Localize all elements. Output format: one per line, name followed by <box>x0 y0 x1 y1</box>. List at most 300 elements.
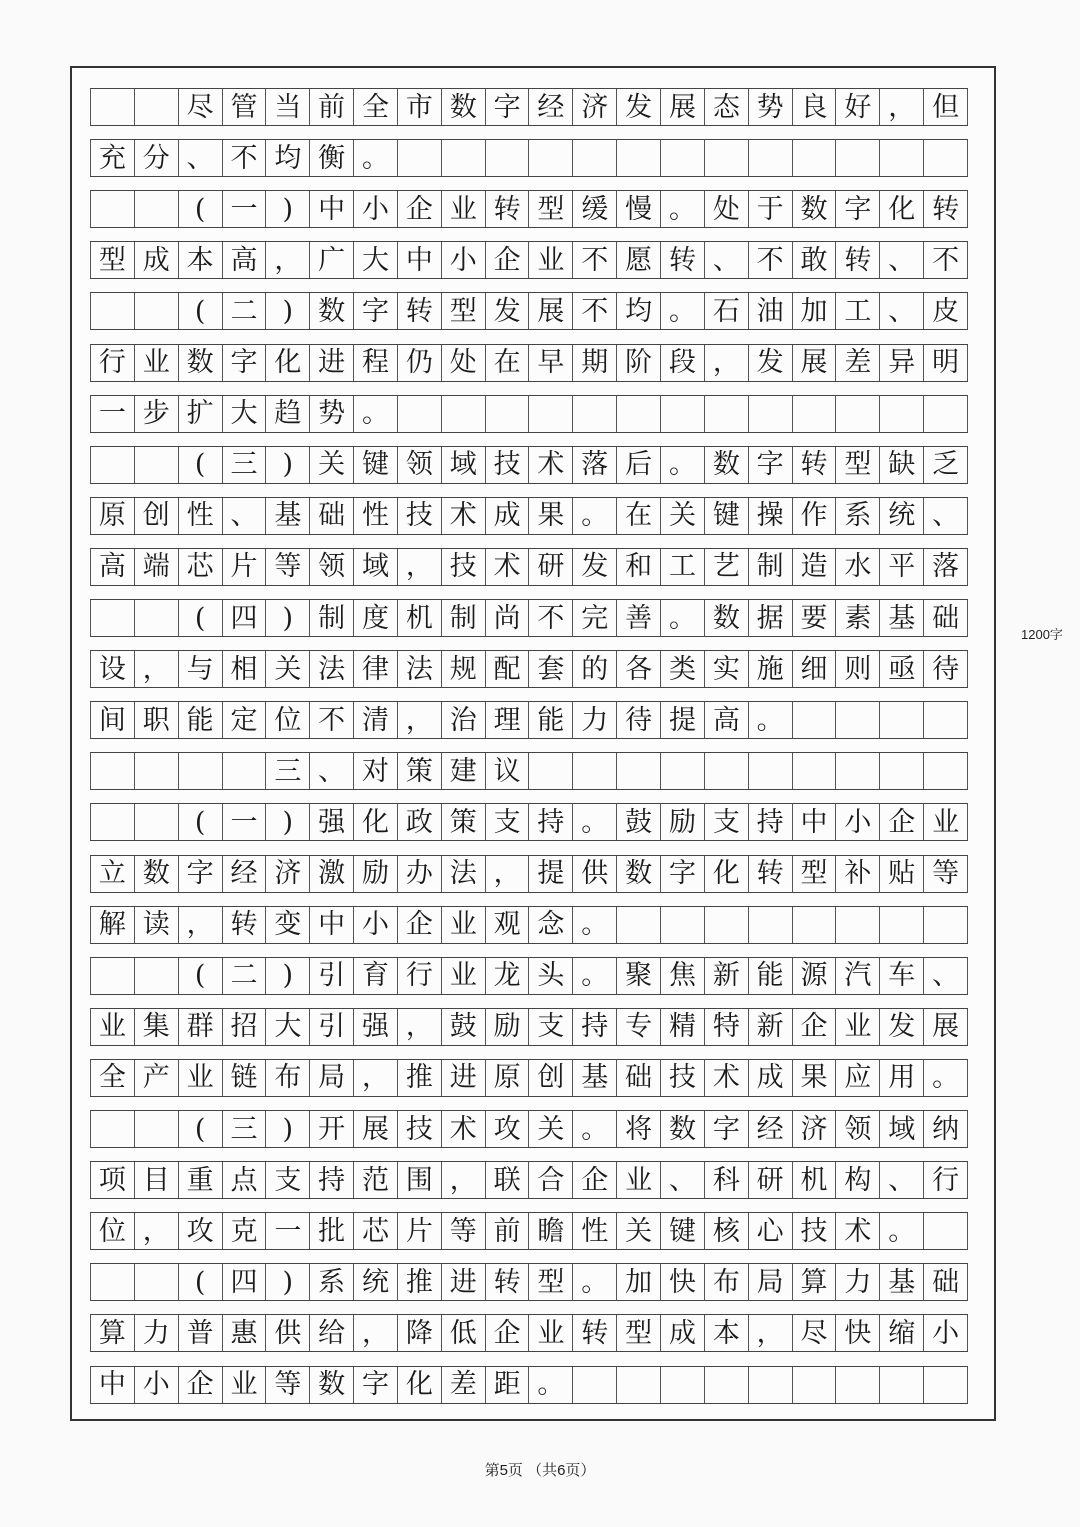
grid-cell: 术 <box>442 498 486 534</box>
grid-cell: 、 <box>179 140 223 176</box>
grid-cell: 芯 <box>179 549 223 585</box>
grid-cell: 和 <box>617 549 661 585</box>
grid-cell: 域 <box>880 1111 924 1147</box>
grid-cell: 批 <box>310 1213 354 1249</box>
grid-cell: 大 <box>266 1009 310 1045</box>
grid-cell: 术 <box>442 1111 486 1147</box>
grid-cell: 明 <box>924 345 968 381</box>
grid-cell: 化 <box>266 345 310 381</box>
grid-cell: 度 <box>354 600 398 636</box>
grid-cell <box>617 140 661 176</box>
grid-cell: 键 <box>354 447 398 483</box>
grid-cell: 制 <box>442 600 486 636</box>
grid-cell: 快 <box>836 1315 880 1351</box>
grid-cell: 企 <box>398 191 442 227</box>
grid-cell: 规 <box>442 651 486 687</box>
grid-cell: 类 <box>661 651 705 687</box>
grid-cell: ， <box>398 1009 442 1045</box>
grid-row <box>90 1314 968 1352</box>
grid-cell <box>135 447 179 483</box>
grid-cell: 。 <box>573 958 617 994</box>
grid-cell: 持 <box>310 1162 354 1198</box>
grid-cell: 技 <box>398 1111 442 1147</box>
grid-cell: 业 <box>223 1367 267 1403</box>
grid-cell <box>836 140 880 176</box>
grid-cell: 型 <box>442 293 486 329</box>
grid-cell: 。 <box>573 498 617 534</box>
grid-cell: ， <box>398 549 442 585</box>
grid-cell: 励 <box>486 1009 530 1045</box>
grid-cell: 操 <box>749 498 793 534</box>
grid-cell: 。 <box>880 1213 924 1249</box>
grid-cell: 范 <box>354 1162 398 1198</box>
grid-cell: 三 <box>266 753 310 789</box>
grid-cell: 律 <box>354 651 398 687</box>
grid-cell: 展 <box>354 1111 398 1147</box>
grid-cell: 企 <box>398 907 442 943</box>
grid-cell: 但 <box>924 89 968 125</box>
grid-cell: 构 <box>836 1162 880 1198</box>
grid-cell: 发 <box>617 89 661 125</box>
grid-cell: 字 <box>223 345 267 381</box>
grid-cell: 能 <box>529 702 573 738</box>
grid-cell: 发 <box>573 549 617 585</box>
answer-sheet <box>70 66 996 1421</box>
grid-cell: 焦 <box>661 958 705 994</box>
grid-cell <box>135 1264 179 1300</box>
grid-cell: ( <box>179 1111 223 1147</box>
grid-cell: 产 <box>135 1060 179 1096</box>
grid-cell: 机 <box>398 600 442 636</box>
grid-cell: 发 <box>880 1009 924 1045</box>
grid-cell: 支 <box>705 804 749 840</box>
grid-cell: 字 <box>705 1111 749 1147</box>
grid-cell: 关 <box>266 651 310 687</box>
grid-row <box>90 855 968 893</box>
grid-cell: 经 <box>223 856 267 892</box>
grid-cell: 展 <box>924 1009 968 1045</box>
grid-row <box>90 548 968 586</box>
grid-cell: 新 <box>749 1009 793 1045</box>
grid-cell <box>880 702 924 738</box>
grid-cell: 四 <box>223 600 267 636</box>
grid-cell <box>880 1367 924 1403</box>
grid-cell: 施 <box>749 651 793 687</box>
grid-cell: ， <box>354 1060 398 1096</box>
grid-cell: 、 <box>310 753 354 789</box>
grid-cell: 研 <box>529 549 573 585</box>
grid-cell: 四 <box>223 1264 267 1300</box>
grid-cell: 转 <box>793 447 837 483</box>
grid-cell: 原 <box>91 498 135 534</box>
grid-cell: 成 <box>749 1060 793 1096</box>
grid-cell: 处 <box>442 345 486 381</box>
grid-cell <box>91 293 135 329</box>
grid-cell: 要 <box>793 600 837 636</box>
grid-cell: 字 <box>354 1367 398 1403</box>
grid-cell: 小 <box>442 242 486 278</box>
grid-cell: 尽 <box>179 89 223 125</box>
grid-cell: 转 <box>486 191 530 227</box>
grid-cell: 等 <box>266 1367 310 1403</box>
grid-cell <box>705 1367 749 1403</box>
grid-cell: ， <box>880 89 924 125</box>
grid-cell: 亟 <box>880 651 924 687</box>
grid-cell <box>793 907 837 943</box>
grid-cell: 位 <box>91 1213 135 1249</box>
grid-cell: 低 <box>442 1315 486 1351</box>
grid-cell: 强 <box>310 804 354 840</box>
grid-cell <box>749 907 793 943</box>
grid-cell: 。 <box>661 447 705 483</box>
grid-cell: 果 <box>529 498 573 534</box>
grid-cell: 则 <box>836 651 880 687</box>
grid-cell <box>91 89 135 125</box>
grid-cell <box>880 396 924 432</box>
grid-cell: 不 <box>749 242 793 278</box>
grid-cell: 化 <box>354 804 398 840</box>
grid-cell: 基 <box>880 1264 924 1300</box>
grid-cell <box>529 753 573 789</box>
grid-cell: 慢 <box>617 191 661 227</box>
grid-cell: 不 <box>529 600 573 636</box>
grid-cell: 。 <box>573 804 617 840</box>
grid-cell: 汽 <box>836 958 880 994</box>
grid-row <box>90 650 968 688</box>
grid-cell: 艺 <box>705 549 749 585</box>
grid-cell: 化 <box>705 856 749 892</box>
page-footer: 第5页 （共6页） <box>484 1462 596 1479</box>
grid-cell: 引 <box>310 958 354 994</box>
grid-cell: 型 <box>793 856 837 892</box>
grid-cell <box>661 1367 705 1403</box>
grid-cell: 强 <box>354 1009 398 1045</box>
grid-cell: 力 <box>836 1264 880 1300</box>
grid-cell: 键 <box>661 1213 705 1249</box>
grid-cell: ， <box>486 856 530 892</box>
grid-row <box>90 1263 968 1301</box>
grid-cell: 源 <box>793 958 837 994</box>
grid-cell <box>924 1367 968 1403</box>
grid-cell: 集 <box>135 1009 179 1045</box>
grid-row <box>90 701 968 739</box>
grid-cell: 业 <box>135 345 179 381</box>
grid-cell: 小 <box>135 1367 179 1403</box>
grid-cell: 端 <box>135 549 179 585</box>
grid-cell <box>793 396 837 432</box>
grid-cell: 技 <box>486 447 530 483</box>
grid-cell: 石 <box>705 293 749 329</box>
grid-cell: 转 <box>573 1315 617 1351</box>
grid-cell: 数 <box>617 856 661 892</box>
grid-cell: 、 <box>924 958 968 994</box>
grid-cell: 。 <box>661 600 705 636</box>
grid-cell: 中 <box>91 1367 135 1403</box>
grid-cell: 布 <box>266 1060 310 1096</box>
grid-cell: 处 <box>705 191 749 227</box>
grid-cell: 扩 <box>179 396 223 432</box>
grid-cell <box>661 753 705 789</box>
grid-cell: 管 <box>223 89 267 125</box>
grid-cell <box>442 396 486 432</box>
grid-cell: ， <box>442 1162 486 1198</box>
grid-cell <box>135 191 179 227</box>
grid-cell: 数 <box>705 600 749 636</box>
grid-cell: ) <box>266 1111 310 1147</box>
word-count-marker: 1200字 <box>1021 627 1063 642</box>
grid-cell: 法 <box>398 651 442 687</box>
grid-cell: 攻 <box>179 1213 223 1249</box>
grid-cell: 科 <box>705 1162 749 1198</box>
grid-cell: 经 <box>529 89 573 125</box>
grid-cell <box>793 140 837 176</box>
grid-cell: 字 <box>486 89 530 125</box>
grid-cell: 鼓 <box>617 804 661 840</box>
grid-cell: 经 <box>749 1111 793 1147</box>
grid-cell: 中 <box>793 804 837 840</box>
grid-cell: 供 <box>573 856 617 892</box>
grid-cell: 字 <box>354 293 398 329</box>
grid-cell: 进 <box>442 1060 486 1096</box>
grid-cell: 小 <box>924 1315 968 1351</box>
grid-cell: 技 <box>793 1213 837 1249</box>
grid-cell: 、 <box>880 242 924 278</box>
grid-cell: 技 <box>398 498 442 534</box>
grid-cell: 不 <box>573 242 617 278</box>
grid-cell: 势 <box>749 89 793 125</box>
grid-cell <box>573 1367 617 1403</box>
grid-cell: 群 <box>179 1009 223 1045</box>
grid-cell: 法 <box>442 856 486 892</box>
grid-cell: 降 <box>398 1315 442 1351</box>
grid-cell: ) <box>266 1264 310 1300</box>
grid-cell: 全 <box>91 1060 135 1096</box>
grid-cell: 化 <box>880 191 924 227</box>
grid-cell: 片 <box>398 1213 442 1249</box>
grid-cell <box>529 140 573 176</box>
grid-cell <box>135 958 179 994</box>
grid-cell <box>398 396 442 432</box>
grid-cell: 业 <box>924 804 968 840</box>
grid-cell: 、 <box>924 498 968 534</box>
grid-cell: 的 <box>573 651 617 687</box>
grid-cell: 愿 <box>617 242 661 278</box>
grid-cell: ， <box>749 1315 793 1351</box>
grid-cell: 办 <box>398 856 442 892</box>
grid-cell: 型 <box>529 191 573 227</box>
grid-cell: 转 <box>924 191 968 227</box>
grid-cell: 域 <box>442 447 486 483</box>
grid-cell: 清 <box>354 702 398 738</box>
grid-cell: 数 <box>442 89 486 125</box>
grid-cell: 缓 <box>573 191 617 227</box>
grid-cell: ) <box>266 191 310 227</box>
grid-cell: 治 <box>442 702 486 738</box>
grid-cell: 开 <box>310 1111 354 1147</box>
grid-cell <box>836 1367 880 1403</box>
grid-cell <box>880 140 924 176</box>
grid-cell: 水 <box>836 549 880 585</box>
grid-cell: 引 <box>310 1009 354 1045</box>
grid-row <box>90 752 968 790</box>
grid-cell: 支 <box>529 1009 573 1045</box>
grid-cell: 企 <box>793 1009 837 1045</box>
grid-cell: 业 <box>617 1162 661 1198</box>
grid-cell: 仍 <box>398 345 442 381</box>
grid-row <box>90 1212 968 1250</box>
grid-cell: 领 <box>836 1111 880 1147</box>
grid-cell: 供 <box>266 1315 310 1351</box>
grid-cell <box>836 396 880 432</box>
grid-cell: 缩 <box>880 1315 924 1351</box>
grid-cell: 乏 <box>924 447 968 483</box>
grid-row <box>90 292 968 330</box>
grid-cell: 完 <box>573 600 617 636</box>
grid-cell: 技 <box>661 1060 705 1096</box>
grid-cell: 前 <box>310 89 354 125</box>
grid-cell: 加 <box>617 1264 661 1300</box>
grid-cell: 作 <box>793 498 837 534</box>
grid-cell: 支 <box>486 804 530 840</box>
grid-cell <box>135 753 179 789</box>
grid-cell: ( <box>179 804 223 840</box>
grid-row <box>90 446 968 484</box>
grid-cell: 、 <box>661 1162 705 1198</box>
grid-cell: 均 <box>266 140 310 176</box>
grid-cell: 尚 <box>486 600 530 636</box>
grid-cell: 变 <box>266 907 310 943</box>
grid-cell: 企 <box>179 1367 223 1403</box>
grid-cell: 聚 <box>617 958 661 994</box>
grid-cell: ) <box>266 293 310 329</box>
grid-cell: 础 <box>617 1060 661 1096</box>
grid-cell: 三 <box>223 447 267 483</box>
grid-cell: 发 <box>749 345 793 381</box>
grid-cell: 加 <box>793 293 837 329</box>
grid-cell <box>91 753 135 789</box>
grid-cell: 企 <box>880 804 924 840</box>
grid-cell: 术 <box>836 1213 880 1249</box>
grid-cell: 术 <box>486 549 530 585</box>
grid-cell: 分 <box>135 140 179 176</box>
grid-cell: 均 <box>617 293 661 329</box>
grid-cell: 型 <box>91 242 135 278</box>
grid-cell: 对 <box>354 753 398 789</box>
grid-cell: 瞻 <box>529 1213 573 1249</box>
grid-cell: 全 <box>354 89 398 125</box>
grid-cell <box>661 396 705 432</box>
grid-cell: 贴 <box>880 856 924 892</box>
grid-cell: 大 <box>354 242 398 278</box>
grid-cell: 后 <box>617 447 661 483</box>
grid-cell: 。 <box>661 293 705 329</box>
grid-cell: 待 <box>617 702 661 738</box>
grid-cell: 转 <box>398 293 442 329</box>
grid-cell: 本 <box>705 1315 749 1351</box>
grid-cell: 字 <box>749 447 793 483</box>
grid-cell: 领 <box>398 447 442 483</box>
grid-cell: 能 <box>749 958 793 994</box>
grid-cell: 行 <box>924 1162 968 1198</box>
grid-cell: ， <box>179 907 223 943</box>
grid-cell: 业 <box>179 1060 223 1096</box>
grid-cell: 济 <box>266 856 310 892</box>
grid-cell: 数 <box>179 345 223 381</box>
grid-cell: 造 <box>793 549 837 585</box>
grid-cell: 设 <box>91 651 135 687</box>
grid-cell: 策 <box>442 804 486 840</box>
grid-cell: 支 <box>266 1162 310 1198</box>
grid-cell: 机 <box>793 1162 837 1198</box>
grid-cell: 局 <box>749 1264 793 1300</box>
grid-cell: 化 <box>398 1367 442 1403</box>
grid-cell: 念 <box>529 907 573 943</box>
grid-cell: ( <box>179 1264 223 1300</box>
grid-cell <box>91 1111 135 1147</box>
grid-cell: 良 <box>793 89 837 125</box>
grid-cell: ) <box>266 447 310 483</box>
grid-cell: 待 <box>924 651 968 687</box>
grid-cell: 重 <box>179 1162 223 1198</box>
grid-cell: 业 <box>91 1009 135 1045</box>
grid-cell: 。 <box>529 1367 573 1403</box>
grid-cell: 推 <box>398 1060 442 1096</box>
grid-cell: 制 <box>310 600 354 636</box>
grid-cell: 理 <box>486 702 530 738</box>
grid-cell: 补 <box>836 856 880 892</box>
grid-cell <box>179 753 223 789</box>
grid-cell: 键 <box>705 498 749 534</box>
grid-cell: 普 <box>179 1315 223 1351</box>
grid-cell: 展 <box>529 293 573 329</box>
grid-cell: ， <box>135 1213 179 1249</box>
grid-cell: ， <box>135 651 179 687</box>
grid-cell: 配 <box>486 651 530 687</box>
grid-cell: 势 <box>310 396 354 432</box>
grid-cell: 精 <box>661 1009 705 1045</box>
grid-cell: 业 <box>529 242 573 278</box>
grid-cell: 企 <box>573 1162 617 1198</box>
grid-cell: 布 <box>705 1264 749 1300</box>
grid-cell: 关 <box>310 447 354 483</box>
grid-cell: 趋 <box>266 396 310 432</box>
grid-cell <box>836 907 880 943</box>
grid-cell <box>749 396 793 432</box>
grid-cell: 制 <box>749 549 793 585</box>
grid-cell: 目 <box>135 1162 179 1198</box>
grid-cell: 创 <box>529 1060 573 1096</box>
grid-cell: 车 <box>880 958 924 994</box>
grid-cell: 础 <box>310 498 354 534</box>
grid-cell: 据 <box>749 600 793 636</box>
grid-cell <box>91 447 135 483</box>
grid-cell <box>529 396 573 432</box>
grid-cell: 一 <box>223 804 267 840</box>
grid-cell <box>617 907 661 943</box>
grid-cell: 高 <box>91 549 135 585</box>
grid-cell: 性 <box>573 1213 617 1249</box>
grid-cell <box>486 140 530 176</box>
grid-cell: 芯 <box>354 1213 398 1249</box>
grid-cell <box>836 753 880 789</box>
grid-cell: 早 <box>529 345 573 381</box>
grid-cell: 落 <box>924 549 968 585</box>
grid-cell <box>617 396 661 432</box>
grid-cell: 进 <box>310 345 354 381</box>
grid-cell: 油 <box>749 293 793 329</box>
grid-cell: 观 <box>486 907 530 943</box>
grid-cell: 衡 <box>310 140 354 176</box>
